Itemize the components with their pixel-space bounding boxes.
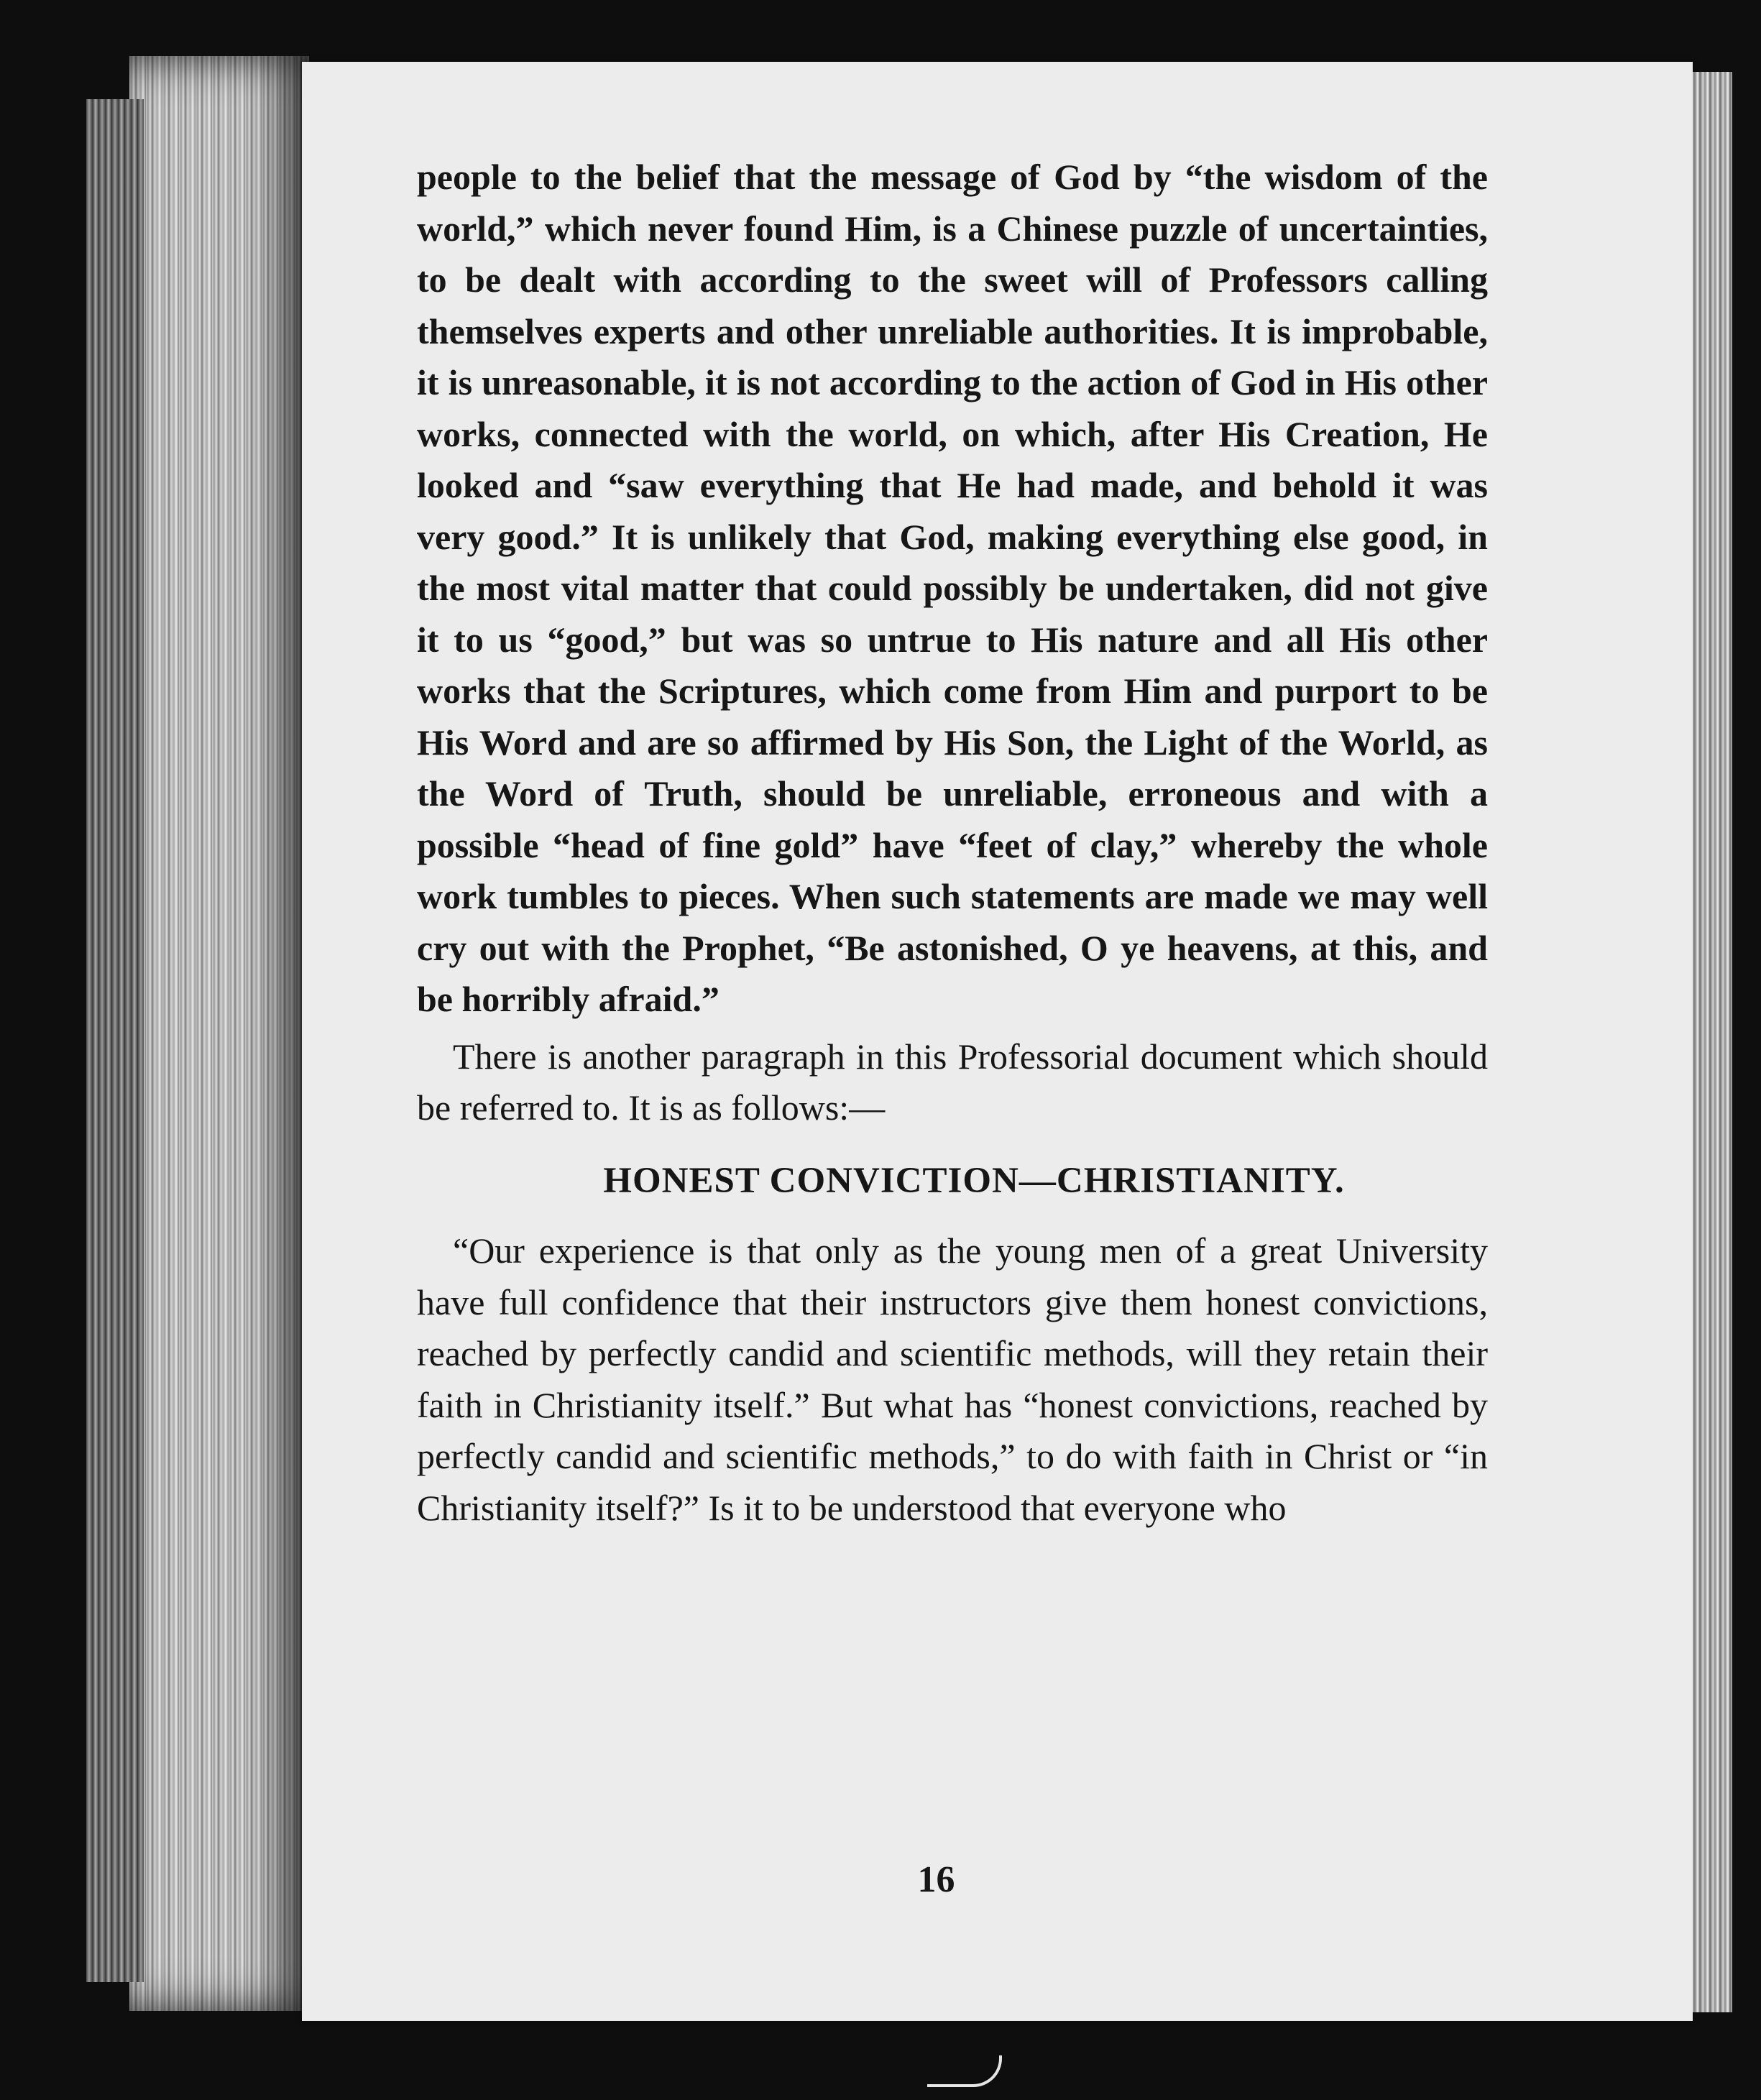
scan-bottom-mark [927, 2055, 1002, 2087]
paragraph-1: people to the belief that the message of God by “the wisdom of the world,” which never found Him, is a Chinese puzzle of uncertainties, to be dealt with according to the sweet will of Professors calling themselves experts and other unreliable authorities. It is improbable, it is unreasonable, it is not according to the action of God in His other works, connected with the world, on which, after His Creation, He looked and “saw everything that He had made, and behold it was very good.” It is unlikely that God, making everything else good, in the most vital matter that could possibly be undertaken, did not give it to us “good,” but was so untrue to His nature and all His other works that the Scriptures, which come from Him and purport to be His Word and are so affirmed by His Son, the Light of the World, as the Word of Truth, should be unreliable, erroneous and with a possible “head of fine gold” have “feet of clay,” whereby the whole work tumbles to pieces. When such statements are made we may well cry out with the Prophet, “Be astonished, O ye heavens, at this, and be horribly afraid.” [417, 157, 1488, 1019]
page-number: 16 [917, 1859, 955, 1900]
paragraph-2: There is another paragraph in this Professorial document which should be referred to. It is as follows:— [417, 1036, 1488, 1128]
page-text [417, 152, 1488, 1534]
book-page [302, 62, 1693, 2021]
right-page-edge [1693, 72, 1732, 2012]
paragraph-3: “Our experience is that only as the young men of a great University have full confidence that their instructors give them honest convictions, reached by perfectly candid and scientific methods, will they retain their faith in Christianity itself.” But what has “honest convictions, reached by perfectly candid and scientific methods,” to do with faith in Christ or “in Christianity itself?” Is it to be understood that everyone who [417, 1230, 1488, 1528]
left-page-edges [129, 56, 309, 2011]
section-heading: HONEST CONVICTION—CHRISTIANITY. [603, 1160, 1345, 1201]
